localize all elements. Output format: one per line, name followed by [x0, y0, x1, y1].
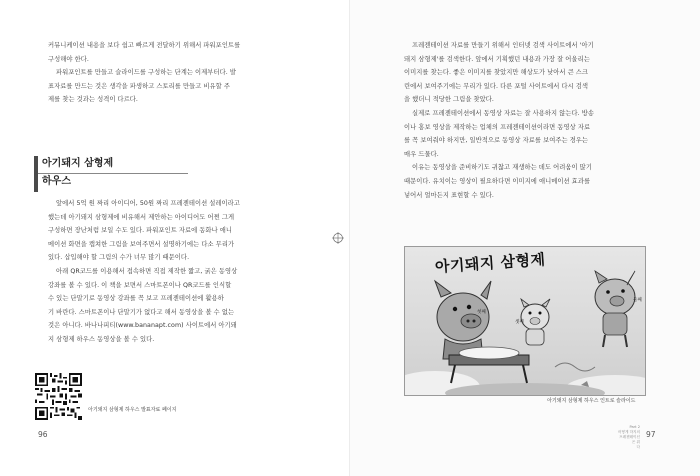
- qr-code[interactable]: [35, 373, 82, 420]
- text-line: 앞에서 5억 원 짜리 아이디어, 50원 짜리 프레젠테이션 설레이라고: [56, 200, 240, 207]
- running-head-line: 어떻게 하지의: [618, 430, 640, 434]
- right-text: [404, 39, 668, 202]
- text-line: 린에서 보여주기에는 무리가 있다. 다른 포털 사이트에서 다시 검색: [404, 82, 589, 90]
- left-top-text: [48, 39, 312, 107]
- heading-line-2: 하우스: [42, 176, 71, 187]
- text-line: 때문이다. 유치이는 영상이 필요하다면 이미지에 애니메이션 효과를: [404, 177, 591, 185]
- running-head: [606, 425, 640, 450]
- text-line: 구성하면 장난처럼 보일 수도 있다. 파워포인트 자료에 동화나 애니: [48, 227, 233, 235]
- heading-accent-bar: [34, 156, 38, 192]
- right-page: [350, 0, 700, 476]
- text-line: 파워포인트를 만들고 슬라이드를 구성하는 단계는 이제부터다. 발: [56, 69, 236, 77]
- three-little-pigs-illustration: [404, 246, 646, 396]
- text-line: 이나 홍보 영상을 제작하는 업체의 프레젠테이션이라면 동영상 자료: [404, 123, 591, 131]
- text-line: 아래 QR코드를 이용해서 접속하면 직접 제작한 짧고, 굵은 동영상: [56, 267, 238, 275]
- text-line: 있다. 삽입해야 할 그림의 수가 너무 많기 때문이다.: [48, 254, 190, 262]
- heading-line-1: 아기돼지 삼형제: [42, 158, 114, 169]
- text-line: 수 있는 단말기로 동영상 강좌를 꼭 보고 프레젠테이션에 활용하: [48, 295, 224, 303]
- text-line: 을 했더니 적당한 그림을 찾았다.: [404, 96, 494, 104]
- registration-mark-icon: [332, 232, 344, 244]
- text-line: 넣어서 얼마든지 표현할 수 있다.: [404, 191, 494, 199]
- text-line: 매우 드물다.: [404, 150, 439, 158]
- running-head-line: 은 뭐: [631, 440, 640, 444]
- page-number-right: 97: [646, 430, 656, 439]
- text-line: 실제로 프레젠테이션에서 동영상 자료는 잘 사용하지 않는다. 방송: [412, 109, 594, 117]
- illustration-caption: 아기돼지 삼형제 하우스 인트로 슬라이드: [547, 398, 636, 404]
- text-line: 메이션 화면을 캡쳐한 그림을 보여주면서 설명하기에는 다소 무리가: [48, 240, 235, 248]
- running-head-line: 다: [636, 445, 640, 449]
- text-line: 프레젠테이션 자료를 만들기 위해서 인터넷 검색 사이트에서 '아기: [412, 42, 594, 49]
- text-line: 지 삼형제 하우스 동영상을 볼 수 있다.: [48, 335, 155, 343]
- text-line: 이유는 동영상을 준비하기도 귀찮고 재생하는 데도 어려움이 많기: [412, 164, 592, 172]
- pig-label: 셋째: [515, 320, 524, 325]
- text-line: 돼지 삼형제'를 검색한다. 앞에서 기획했던 내용과 가장 잘 어울리는: [404, 55, 590, 63]
- left-body-text: [48, 197, 312, 347]
- text-line: 구성해야 한다.: [48, 55, 89, 63]
- text-line: 를 꼭 보여줘야 하지만, 일반적으로 동영상 자료를 보여주는 경우는: [404, 137, 589, 145]
- text-line: 강좌를 볼 수 있다. 이 책을 보면서 스마트폰이나 QR코드를 인식할: [48, 281, 232, 289]
- running-head-line: 프레젠테이션: [619, 435, 640, 439]
- running-head-line: Part 2: [629, 425, 640, 429]
- page-number-left: 96: [38, 430, 48, 439]
- text-line: 했는데 아기돼지 삼형제에 비유해서 제안하는 아이디어도 어쩐 그게: [48, 213, 235, 221]
- text-line: 커뮤니케이션 내용을 보다 쉽고 빠르게 전달하기 위해서 파워포인트를: [48, 42, 241, 49]
- illustration-title: 아기돼지 삼형제: [434, 250, 547, 276]
- text-line: 이미지를 찾는다. 좋은 이미지를 찾았지만 해상도가 낮아서 큰 스크: [404, 69, 589, 77]
- pig-label: 첫째: [477, 310, 486, 315]
- text-line: 기 바란다. 스마트폰이나 단말기가 없다고 해서 동영상을 볼 수 없는: [48, 308, 235, 316]
- pig-label: 둘째: [633, 298, 642, 303]
- text-line: 표자료를 만드는 것은 생각을 파생하고 스토리를 만들고 비유할 주: [48, 82, 230, 90]
- text-line: 제를 찾는 것과는 성격이 다르다.: [48, 96, 138, 104]
- text-line: 것은 아니다. 바나나피티(www.bananapt.com) 사이트에서 아기돼: [48, 322, 237, 330]
- qr-caption: 아기돼지 삼형제 하우스 발표자료 페이지: [88, 407, 177, 413]
